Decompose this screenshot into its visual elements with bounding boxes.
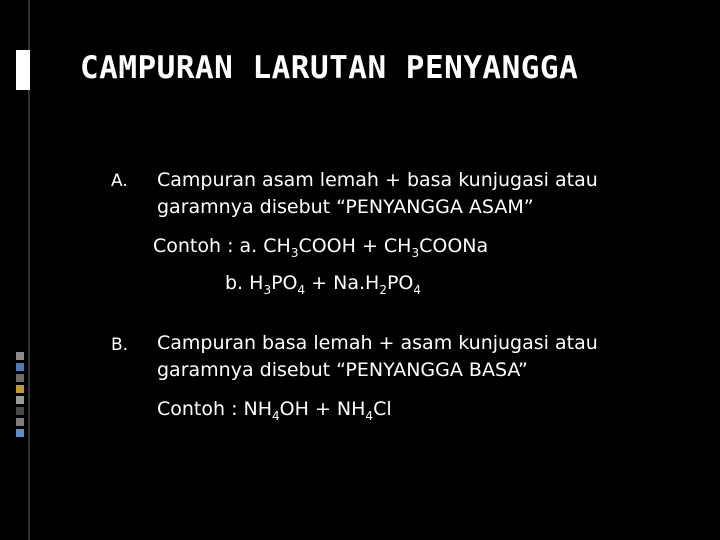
title-accent-bar	[16, 50, 30, 90]
item-a-marker: A.	[111, 171, 128, 191]
item-b-line-2: garamnya disebut “PENYANGGA BASA”	[157, 359, 528, 381]
subscript: 3	[411, 246, 420, 260]
example-text: COOH + CH	[298, 235, 412, 257]
subscript: 4	[297, 283, 306, 297]
item-a-line-1: Campuran asam lemah + basa kunjugasi atau	[157, 169, 598, 191]
subscript: 3	[290, 246, 299, 260]
example-text: COONa	[419, 235, 489, 257]
accent-square	[16, 429, 24, 437]
accent-square	[16, 385, 24, 393]
item-a-example-b	[225, 270, 421, 296]
example-text: Contoh : NH	[157, 398, 273, 420]
example-text: PO	[271, 272, 298, 294]
slide-title: CAMPURAN LARUTAN PENYANGGA	[80, 50, 579, 86]
subscript: 4	[365, 409, 374, 423]
accent-squares	[16, 352, 24, 440]
example-text: OH + NH	[279, 398, 366, 420]
example-text: b. H	[225, 272, 264, 294]
accent-square	[16, 407, 24, 415]
example-text: Cl	[373, 398, 392, 420]
item-a-example-a	[153, 233, 488, 259]
example-text: + Na.H	[305, 272, 380, 294]
example-text: Contoh : a. CH	[153, 235, 291, 257]
accent-square	[16, 418, 24, 426]
subscript: 4	[272, 409, 280, 423]
subscript: 4	[413, 283, 422, 297]
accent-square	[16, 352, 24, 360]
subscript: 2	[379, 283, 387, 297]
item-b-line-1: Campuran basa lemah + asam kunjugasi atau	[157, 332, 598, 354]
accent-square	[16, 374, 24, 382]
item-b-marker: B.	[111, 335, 129, 355]
accent-square	[16, 363, 24, 371]
example-text: PO	[386, 272, 414, 294]
item-a-line-2: garamnya disebut “PENYANGGA ASAM”	[157, 196, 534, 218]
subscript: 3	[263, 283, 272, 297]
accent-square	[16, 396, 24, 404]
item-b-example	[157, 396, 392, 422]
